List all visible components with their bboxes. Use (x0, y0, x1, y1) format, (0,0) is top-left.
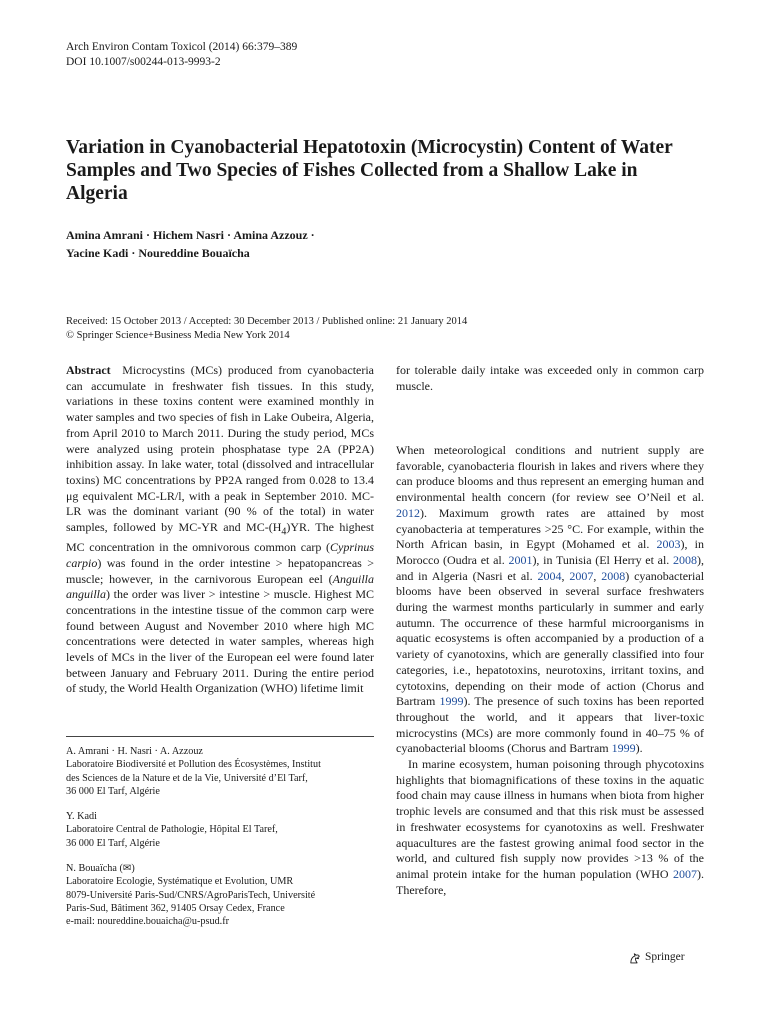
abstract-label: Abstract (66, 363, 111, 377)
intro-text: , (561, 568, 570, 583)
abstract-text: Microcystins (MCs) produced from cyanobacteria can accumulate in freshwater fish tissues. In this study, variations in these toxins content were examined monthly in water samples and two species of fish in Lake Oubeira, Algeria, from April 2010 to March 2011. During the study period, MCs were analyzed using protein phosphatase type 2A (PP2A) inhibition assay. In lake water, total (dissolved and intracellular toxins) MC concentrations by PP2A ranged from 0.028 to 13.4 μg equivalent MC-LR/l, with a peak in September 2010. MC-LR was the dominant variant (90 % of the total) in water samples, followed by MC-YR and MC-(H (66, 363, 375, 535)
citation-link[interactable]: 1999 (439, 694, 464, 709)
affiliation-block (66, 862, 374, 928)
abstract-subscript: 4 (281, 526, 287, 538)
intro-text: ), and in Algeria (Nasri et al. (396, 552, 704, 583)
article-history (66, 315, 467, 343)
affiliations (66, 745, 374, 941)
affiliation-line: Paris-Sud, Bâtiment 362, 91405 Orsay Cedex, France (66, 902, 285, 914)
citation-link[interactable]: 2012 (396, 505, 420, 520)
intro-text: , (593, 568, 602, 583)
species-carp: Cyprinus carpio (66, 540, 374, 570)
intro-text: ), in Morocco (Oudra et al. (396, 537, 704, 567)
intro-text: In marine ecosystem, human poisoning through phycotoxins highlights that biomagnifications of these toxins in the aquatic food chain may cause illness in humans when biota from higher trophic levels are consumed and that this risk must be assessed in freshwater ecosystems for cyanotoxins as well. Freshwater aquacultures are the fastest growing animal food sector in the world, and cultured fish supply now provides >13 % of the animal protein intake for the human population (WHO (396, 757, 704, 881)
citation-link[interactable]: 2007 (569, 568, 594, 583)
intro-text: ). (635, 741, 643, 756)
email-address[interactable]: e-mail: noureddine.bouaicha@u-psud.fr (66, 916, 229, 928)
copyright-notice: © Springer Science+Business Media New York 2014 (66, 330, 290, 341)
intro-text: ). The presence of such toxins has been reported throughout the world, and it appears that liver-toxic microcystins (MCs) are more commonly found in 40–75 % of cyanobacterial blooms (Chorus and Bartram (396, 694, 704, 756)
intro-text: When meteorological conditions and nutrient supply are favorable, cyanobacteria flourish in lakes and rivers where they can produce blooms and thus represent an emerging human and environmental health concern (for review see O’Neil et al. (396, 443, 704, 505)
journal-header (66, 40, 297, 70)
abstract (66, 363, 374, 697)
intro-paragraph-1 (396, 443, 704, 757)
springer-horse-icon (628, 951, 642, 965)
affiliation-authors: Y. Kadi (66, 811, 97, 823)
publisher-footer (628, 950, 685, 965)
citation-link[interactable]: 2007 (673, 866, 697, 881)
citation-link[interactable]: 2003 (656, 537, 681, 552)
intro-paragraph-2 (396, 757, 704, 898)
publication-dates: Received: 15 October 2013 / Accepted: 30 December 2013 / Published online: 21 January 2014 (66, 316, 468, 327)
affiliation-block (66, 810, 374, 850)
footnote-divider (66, 736, 374, 737)
article-title: Variation in Cyanobacterial Hepatotoxin (Microcystin) Content of Water Samples and Two Species of Fishes Collected from a Shallow Lake in Algeria (66, 137, 673, 204)
citation-link[interactable]: 2001 (508, 552, 533, 567)
doi: DOI 10.1007/s00244-013-9993-2 (66, 56, 221, 68)
introduction (396, 443, 704, 898)
journal-citation: Arch Environ Contam Toxicol (2014) 66:379–389 (66, 41, 298, 53)
affiliation-line: 36 000 El Tarf, Algérie (66, 837, 160, 849)
affiliation-line: Laboratoire Central de Pathologie, Hôpital El Taref, (66, 824, 278, 836)
abstract-text-4: ) the order was liver > intestine > muscle. Highest MC concentrations in the intestine tissue of the common carp were found between August and November 2010 where high MC concentrations were detected in water samples, whereas high levels of MCs in the liver of the European eel were found later between January and February 2011. During the entire period of study, the World Health Organization (WHO) lifetime limit (66, 587, 374, 696)
affiliation-line: 8079-Université Paris-Sud/CNRS/AgroParisTech, Université (66, 889, 316, 901)
abstract-text-3: ) was found in the order intestine > hepatopancreas > muscle; however, in the carnivorous European eel ( (66, 555, 374, 586)
affiliation-line: Laboratoire Biodiversité et Pollution des Écosystèmes, Institut (66, 759, 321, 771)
affiliation-line: Laboratoire Ecologie, Systématique et Evolution, UMR (66, 876, 294, 888)
affiliation-block (66, 745, 374, 798)
intro-text: ). Therefore, (396, 866, 704, 897)
intro-text: ). Maximum growth rates are attained by most cyanobacteria at temperatures >25 °C. For example, within the North African basin, in Egypt (Mohamed et al. (396, 505, 704, 552)
author-line-2: Yacine Kadi · Noureddine Bouaïcha (66, 245, 250, 260)
intro-text: ) cyanobacterial blooms have been observed in several surface freshwaters during the warmest months particularly in summer and early autumn. The occurrence of these harmful microorganisms in aquatic ecosystems is often accompanied by a production of a variety of cyanotoxins, which are generally classified into four categories, i.e., hepatotoxins, neurotoxins, irritant toxins, and cytotoxins, depending on their mode of action (Chorus and Bartram (396, 568, 705, 709)
author-line-1: Amina Amrani · Hichem Nasri · Amina Azzouz · (66, 228, 315, 242)
intro-text: ), in Tunisia (El Herry et al. (532, 552, 673, 567)
affiliation-authors: N. Bouaïcha (✉) (66, 863, 135, 875)
affiliation-line: des Sciences de la Nature et de la Vie, Université d’El Tarf, (66, 772, 308, 784)
publisher-name: Springer (645, 951, 685, 963)
abstract-continuation: for tolerable daily intake was exceeded only in common carp muscle. (396, 363, 704, 393)
citation-link[interactable]: 2008 (673, 552, 697, 567)
affiliation-line: 36 000 El Tarf, Algérie (66, 785, 160, 797)
species-eel: Anguilla anguilla (66, 571, 374, 602)
citation-link[interactable]: 2008 (601, 568, 626, 583)
author-list (66, 227, 486, 262)
citation-link[interactable]: 2004 (537, 568, 562, 583)
citation-link[interactable]: 1999 (611, 741, 636, 756)
abstract-text-2: )YR. The highest MC concentration in the omnivorous common carp ( (66, 520, 374, 555)
affiliation-authors: A. Amrani · H. Nasri · A. Azzouz (66, 746, 203, 757)
